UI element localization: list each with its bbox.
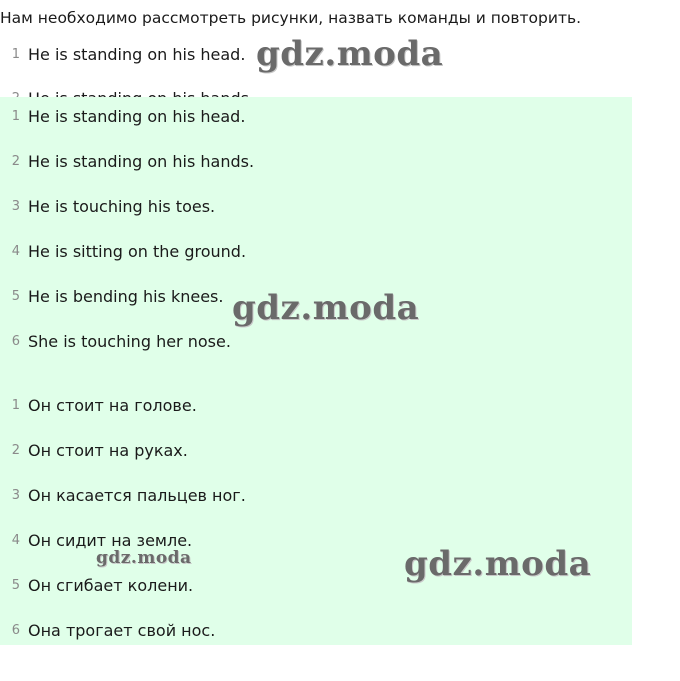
- list-item: [0, 104, 245, 128]
- item-text: Она трогает свой нос.: [28, 620, 216, 640]
- list-item: [0, 573, 193, 597]
- item-number: 3: [11, 487, 20, 503]
- item-number: 2: [11, 153, 20, 169]
- item-number: 6: [11, 333, 20, 349]
- list-item: [0, 483, 246, 507]
- item-number: 5: [11, 288, 20, 304]
- list-item: [0, 393, 197, 417]
- item-number: 1: [11, 397, 20, 413]
- list-item: [0, 284, 223, 308]
- list-item: [0, 438, 188, 462]
- item-number: 4: [11, 532, 20, 548]
- item-number: 3: [11, 198, 20, 214]
- item-number: 1: [11, 108, 20, 124]
- list-item: [0, 42, 245, 66]
- item-text: He is sitting on the ground.: [28, 241, 247, 261]
- item-text: Он сидит на земле.: [28, 530, 193, 550]
- list-item: [0, 239, 246, 263]
- watermark-logo: gdz.moda: [96, 548, 192, 568]
- watermark-logo: gdz.moda: [404, 544, 592, 584]
- item-text: He is touching his toes.: [28, 196, 216, 216]
- item-text: Он стоит на руках.: [28, 440, 188, 460]
- item-number: 1: [11, 46, 20, 62]
- item-text: Он стоит на голове.: [28, 395, 197, 415]
- item-text: Он сгибает колени.: [28, 575, 194, 595]
- item-number: 4: [11, 243, 20, 259]
- list-item: [0, 329, 231, 353]
- intro-text: Нам необходимо рассмотреть рисунки, назвать команды и повторить.: [0, 9, 582, 27]
- item-text: He is standing on his head.: [28, 44, 246, 64]
- list-item: [0, 149, 254, 173]
- item-number: 5: [11, 577, 20, 593]
- item-text: Он касается пальцев ног.: [28, 485, 246, 505]
- item-text: She is touching her nose.: [28, 331, 231, 351]
- item-text: He is standing on his hands.: [28, 151, 255, 171]
- item-text: He is standing on his head.: [28, 106, 246, 126]
- watermark-logo: gdz.moda: [232, 288, 420, 328]
- item-number: 2: [11, 442, 20, 458]
- list-item: [0, 194, 215, 218]
- list-item: [0, 618, 215, 642]
- item-number: 6: [11, 622, 20, 638]
- watermark-logo: gdz.moda: [256, 34, 444, 74]
- item-text: He is bending his knees.: [28, 286, 224, 306]
